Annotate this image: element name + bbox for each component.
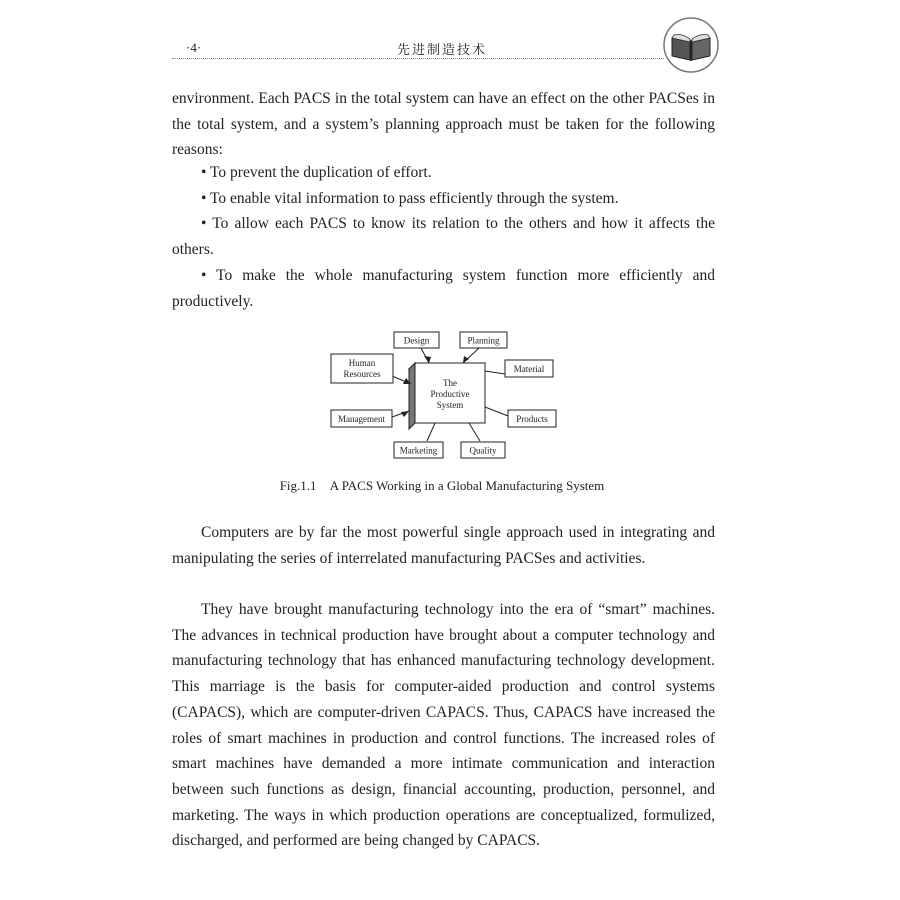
node-label: Material (513, 364, 545, 374)
paragraph-intro (172, 86, 715, 163)
paragraph-text: Computers are by far the most powerful single approach used in integrating and manipulating the series of interrelated manufacturing PACSes and activities. (172, 524, 715, 567)
page-number: ·4· (186, 40, 202, 55)
list-item: • To allow each PACS to know its relation to the others and how it affects the others. (172, 215, 715, 259)
list-item: • To prevent the duplication of effort. (201, 164, 432, 181)
book-icon (662, 16, 720, 74)
node-label: Management (338, 414, 385, 424)
list-item: • To enable vital information to pass efficiently through the system. (201, 189, 619, 207)
page-header (172, 34, 712, 64)
center-label-line: The (443, 378, 457, 388)
node-label: Products (516, 414, 548, 424)
caption-number: Fig.1.1 (279, 478, 317, 493)
node-label: Resources (343, 369, 381, 379)
paragraph-text: They have brought manufacturing technology into the era of “smart” machines. The advances in technical production have brought about a computer technology and manufacturing technology that has enhanced manufacturing technology development. This marriage is the basis for computer-aided production and control systems (CAPACS), which are computer-driven CAPACS. Thus, CAPACS have increased the roles of smart machines in production and control functions. The increased roles of smart machines have demanded a more intimate communication and interaction between such functions as design, financial accounting, production, personnel, and marketing. The ways in which production operations are conceptualized, formulized, discharged, and performed are being changed by CAPACS. (172, 601, 715, 850)
running-title: 先进制造技术 (396, 43, 487, 58)
center-label-line: Productive (430, 389, 470, 399)
paragraph-smart-machines (172, 597, 715, 854)
figure-caption (172, 478, 712, 494)
paragraph-computers (172, 520, 715, 571)
node-label: Human (348, 358, 376, 368)
node-label: Marketing (399, 445, 438, 456)
node-label: Planning (467, 335, 500, 346)
reasons-list (172, 160, 715, 314)
caption-text: A PACS Working in a Global Manufacturing System (329, 478, 605, 493)
paragraph-text: environment. Each PACS in the total system can have an effect on the other PACSes in the total system, and a system’s planning approach must be taken for the following reasons: (172, 90, 715, 159)
center-label-line: System (436, 400, 464, 410)
list-item: • To make the whole manufacturing system function more efficiently and productively. (172, 266, 715, 310)
productive-system-box (409, 363, 485, 429)
pacs-diagram (329, 329, 559, 464)
node-label: Design (403, 335, 430, 346)
header-rule (172, 58, 664, 59)
node-label: Quality (469, 445, 497, 456)
